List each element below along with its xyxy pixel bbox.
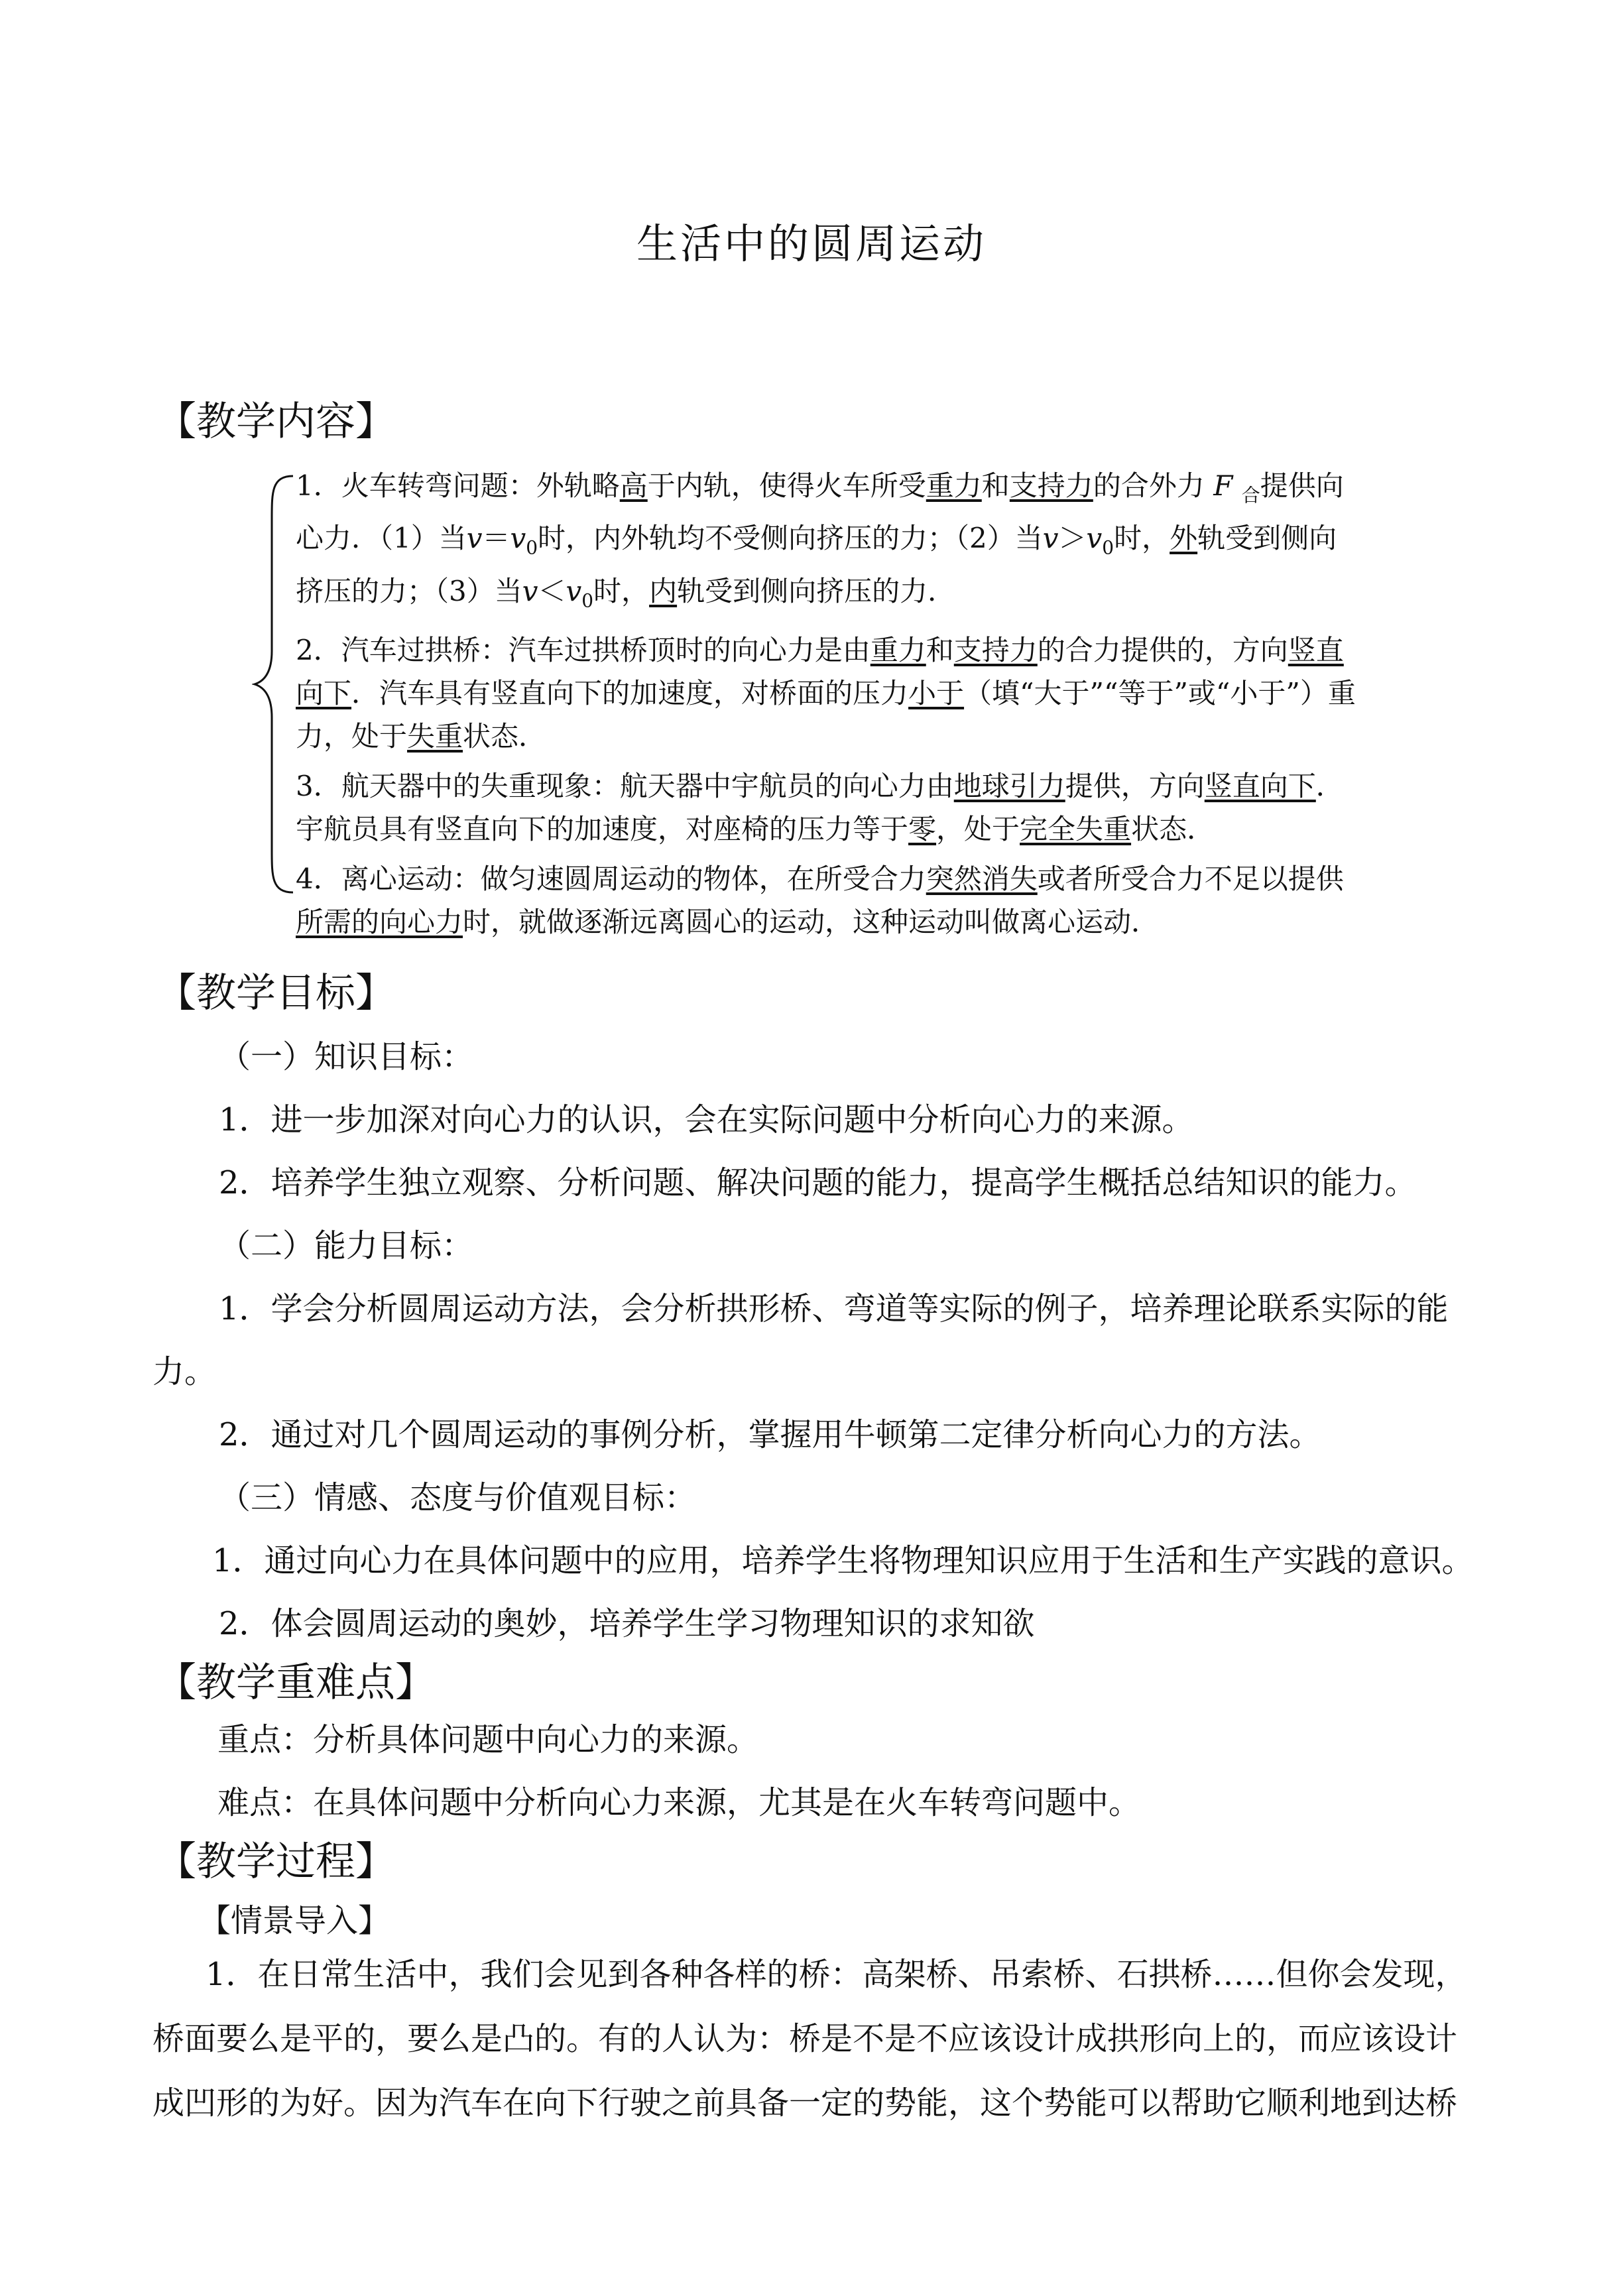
- process-paragraph: 1．在日常生活中，我们会见到各种各样的桥：高架桥、吊索桥、石拱桥……但你会发现，桥面要么是平的，要么是凸的。有的人认为：桥是不是不应该设计成拱形向上的，而应该设计成凹形的为好。因为汽车在向下行驶之前具备一定的势能，这个势能可以帮助它顺利地到达桥: [152, 1956, 1467, 2122]
- goal-line: 2．培养学生独立观察、分析问题、解决问题的能力，提高学生概括总结知识的能力。: [219, 1164, 1417, 1201]
- content-item-4: 4．离心运动：做匀速圆周运动的物体，在所受合力突然消失或者所受合力不足以提供所需的向心力时，就做逐渐远离圆心的运动，这种运动叫做离心运动．: [296, 863, 1344, 939]
- goal-line: 1．通过向心力在具体问题中的应用，培养学生将物理知识应用于生活和生产实践的意识。: [212, 1542, 1474, 1579]
- content-item-1: 1．火车转弯问题：外轨略高于内轨，使得火车所受重力和支持力的合外力 F $_合$提供向心力．（1）当$v=v_0$时，内外轨均不受侧向挤压的力；（2）当$v>v_0$时，外轨受到侧向挤压的力；（3）当$v<v_0$时，内轨受到侧向挤压的力．: [296, 469, 1344, 612]
- goal-line: 1．学会分析圆周运动方法，会分析拱形桥、弯道等实际的例子，培养理论联系实际的能: [219, 1290, 1449, 1327]
- goal-line: 1．进一步加深对向心力的认识，会在实际问题中分析向心力的来源。: [219, 1101, 1194, 1138]
- goal-line: 2．体会圆周运动的奥妙，培养学生学习物理知识的求知欲: [219, 1605, 1035, 1642]
- left-brace-icon: [252, 472, 298, 896]
- goal-line-continued: 力。: [152, 1353, 217, 1390]
- key-difficulty: 难点：在具体问题中分析向心力来源，尤其是在火车转弯问题中。: [217, 1784, 1141, 1821]
- section-heading-key: 【教学重难点】: [156, 1660, 435, 1706]
- section-heading-goals: 【教学目标】: [156, 970, 395, 1016]
- content-item-3: 3．航天器中的失重现象：航天器中宇航员的向心力由地球引力提供，方向竖直向下．宇航员具有竖直向下的加速度，对座椅的压力等于零，处于完全失重状态．: [296, 770, 1344, 846]
- page-title: 生活中的圆周运动: [636, 219, 987, 268]
- goal-subtitle-emotion: （三）情感、态度与价值观目标：: [219, 1479, 697, 1516]
- goal-subtitle-ability: （二）能力目标：: [219, 1227, 474, 1264]
- process-subheading: 【情景导入】: [199, 1902, 391, 1939]
- section-heading-content: 【教学内容】: [156, 398, 395, 445]
- goal-subtitle-knowledge: （一）知识目标：: [219, 1038, 474, 1075]
- goal-line: 2．通过对几个圆周运动的事例分析，掌握用牛顿第二定律分析向心力的方法。: [219, 1416, 1321, 1453]
- section-heading-process: 【教学过程】: [156, 1839, 395, 1885]
- content-item-2: 2．汽车过拱桥：汽车过拱桥顶时的向心力是由重力和支持力的合力提供的，方向竖直向下．汽车具有竖直向下的加速度，对桥面的压力小于（填“大于”“等于”或“小于”）重力，处于失重状态．: [296, 634, 1356, 753]
- key-focus: 重点：分析具体问题中向心力的来源。: [217, 1721, 759, 1758]
- content-summary-box: [296, 464, 1356, 950]
